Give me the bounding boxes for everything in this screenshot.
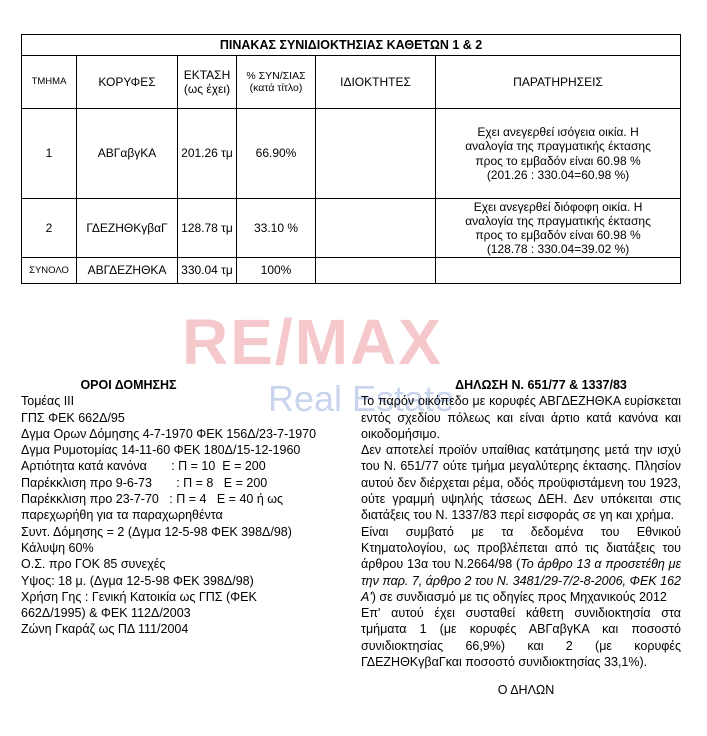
term-line: παρεχωρήθη για τα παραχωρηθέντα xyxy=(21,508,223,523)
note-line: (201.26 : 330.04=60.98 %) xyxy=(486,167,630,182)
note-line: Εχει ανεγερθεί ισόγεια οικία. Η xyxy=(477,125,639,140)
table-title: ΠΙΝΑΚΑΣ ΣΥΝΙΔΙΟΚΤΗΣΙΑΣ ΚΑΘΕΤΩΝ 1 & 2 xyxy=(22,35,681,56)
note-line: (128.78 : 330.04=39.02 %) xyxy=(486,242,630,257)
declaration-paragraph: Δεν αποτελεί προϊόν υπαίθιας κατάτμησης μετά την ισχύ του Ν. 651/77 ούτε τμήμα μεγαλύτερης έκτασης. Πλησίον αυτού δεν διέρχεται ρέμα, οδός προϋφιστάμενη του 1923, ούτε γραμμή υψηλής τάσεως ΔΕΗ. Δεν υπόκειται στις διατάξεις του Ν. 1337/83 περί εισφοράς σε γη και χρήμα. xyxy=(361,443,681,523)
building-terms-section xyxy=(21,377,351,638)
row-ektasi: 201.26 τμ xyxy=(178,109,237,199)
total-empty xyxy=(316,258,436,284)
watermark-subtext: Real Estate xyxy=(268,378,455,419)
row-tmima: 1 xyxy=(22,109,77,199)
declaration-paragraph: Επ' αυτού έχει συσταθεί κάθετη συνιδιοκτησία στα τμήματα 1 (με κορυφές ΑΒΓαβγΚΑ και ποσοστό συνιδιοκτησίας 66,9%) και 2 (με κορυφές ΓΔΕΖΗΘΚγβαΓκαι ποσοστό συνιδιοκτησίας 33,1%). xyxy=(361,606,681,670)
term-line: Παρέκκλιση προ 23-7-70 : Π = 4 Ε = 40 ή ως xyxy=(21,492,284,507)
header-ektasi-line1: ΕΚΤΑΣΗ xyxy=(183,67,231,82)
declaration-text: Είναι συμβατό με τα δεδομένα του Εθνικού Κτηματολογίου, ως προβλέπεται από τις διατάξεις του άρθρου 13α του Ν.2664/98 ( xyxy=(361,524,681,572)
total-label: ΣΥΝΟΛΟ xyxy=(22,258,77,284)
note-line: αναλογία της πραγματικής έκτασης xyxy=(465,213,651,228)
header-paratiriseis: ΠΑΡΑΤΗΡΗΣΕΙΣ xyxy=(436,56,681,109)
row-idioktites xyxy=(316,109,436,199)
row-tmima: 2 xyxy=(22,199,77,258)
declaration-section xyxy=(361,377,681,699)
total-pososto: 100% xyxy=(237,258,316,284)
term-line: Ζώνη Γκαράζ ως ΠΔ 111/2004 xyxy=(21,622,189,637)
row-pososto: 33.10 % xyxy=(237,199,316,258)
row-pososto: 66.90% xyxy=(237,109,316,199)
term-line: Χρήση Γης : Γενική Κατοικία ως ΓΠΣ (ΦΕΚ xyxy=(21,589,257,604)
header-pososto-line1: % ΣΥΝ/ΣΙΑΣ xyxy=(246,69,306,82)
term-line: Παρέκκλιση προ 9-6-73 : Π = 8 Ε = 200 xyxy=(21,475,268,490)
total-ektasi: 330.04 τμ xyxy=(178,258,237,284)
header-ektasi-line2: (ως έχει) xyxy=(183,82,231,96)
note-line: αναλογία της πραγματικής έκτασης xyxy=(465,139,651,154)
term-line: ΓΠΣ ΦΕΚ 662Δ/95 xyxy=(21,410,125,425)
co-ownership-table xyxy=(21,34,681,284)
row-koryfes: ΓΔΕΖΗΘΚγβαΓ xyxy=(77,199,178,258)
note-line: προς το εμβαδόν είναι 60.98 % xyxy=(475,228,641,242)
declaration-heading: ΔΗΛΩΣΗ Ν. 651/77 & 1337/83 xyxy=(455,378,627,392)
header-pososto xyxy=(237,56,316,109)
table-row xyxy=(22,109,681,199)
declaration-text: ) σε συνδιασμό με τις οδηγίες προς Μηχανικούς 2012 xyxy=(371,589,667,604)
table-header-row xyxy=(22,56,681,109)
row-notes xyxy=(436,199,681,258)
note-line: Εχει ανεγερθεί διόφοφη οικία. Η xyxy=(473,199,643,214)
note-line: προς το εμβαδόν είναι 60.98 % xyxy=(475,153,641,168)
row-ektasi: 128.78 τμ xyxy=(178,199,237,258)
declaration-paragraph: Το παρόν οικόπεδο με κορυφές ΑΒΓΔΕΖΗΘΚΑ ευρίσκεται εντός σχεδίου πόλεως και είναι άρτιο κατά κανόνα και οικοδομήσιμο. xyxy=(361,394,681,441)
term-line: Κάλυψη 60% xyxy=(21,540,94,555)
term-line: Δγμα Ορων Δόμησης 4-7-1970 ΦΕΚ 156Δ/23-7-1970 xyxy=(21,426,317,441)
table-total-row xyxy=(22,258,681,284)
header-pososto-line2: (κατά τίτλο) xyxy=(249,82,303,94)
header-idioktites: ΙΔΙΟΚΤΗΤΕΣ xyxy=(316,56,436,109)
table-row xyxy=(22,199,681,258)
declaration-paragraph xyxy=(361,524,681,605)
total-koryfes: ΑΒΓΔΕΖΗΘΚΑ xyxy=(77,258,178,284)
header-ektasi xyxy=(178,56,237,109)
declaration-italic-text: Το άρθρο 13 α προσετέθη με την παρ. 7, άρθρο 2 του Ν. 3481/29-7/2-8-2006, ΦΕΚ 162 Α' xyxy=(361,557,682,604)
term-line: Υψος: 18 μ. (Δγμα 12-5-98 ΦΕΚ 398Δ/98) xyxy=(21,573,254,588)
term-line: Συντ. Δόμησης = 2 (Δγμα 12-5-98 ΦΕΚ 398Δ/98) xyxy=(21,524,292,539)
row-koryfes: ΑΒΓαβγΚΑ xyxy=(77,109,178,199)
row-idioktites xyxy=(316,199,436,258)
term-line: 662Δ/1995) & ΦΕΚ 112Δ/2003 xyxy=(21,606,191,621)
building-terms-heading: ΟΡΟΙ ΔΟΜΗΣΗΣ xyxy=(80,378,177,392)
watermark-logo-text: RE/MAX xyxy=(182,306,443,378)
signature-label: Ο ΔΗΛΩΝ xyxy=(497,683,555,698)
total-empty xyxy=(436,258,681,284)
header-koryfes: ΚΟΡΥΦΕΣ xyxy=(77,56,178,109)
term-line: Δγμα Ρυμοτομίας 14-11-60 ΦΕΚ 180Δ/15-12-1960 xyxy=(21,443,301,458)
term-line: Ο.Σ. προ ΓΟΚ 85 συνεχές xyxy=(21,557,166,572)
term-line: Αρτιότητα κατά κανόνα : Π = 10 Ε = 200 xyxy=(21,459,266,474)
term-line: Τομέας ΙΙΙ xyxy=(21,394,75,409)
row-notes xyxy=(436,109,681,199)
header-tmima: ΤΜΗΜΑ xyxy=(22,56,77,109)
